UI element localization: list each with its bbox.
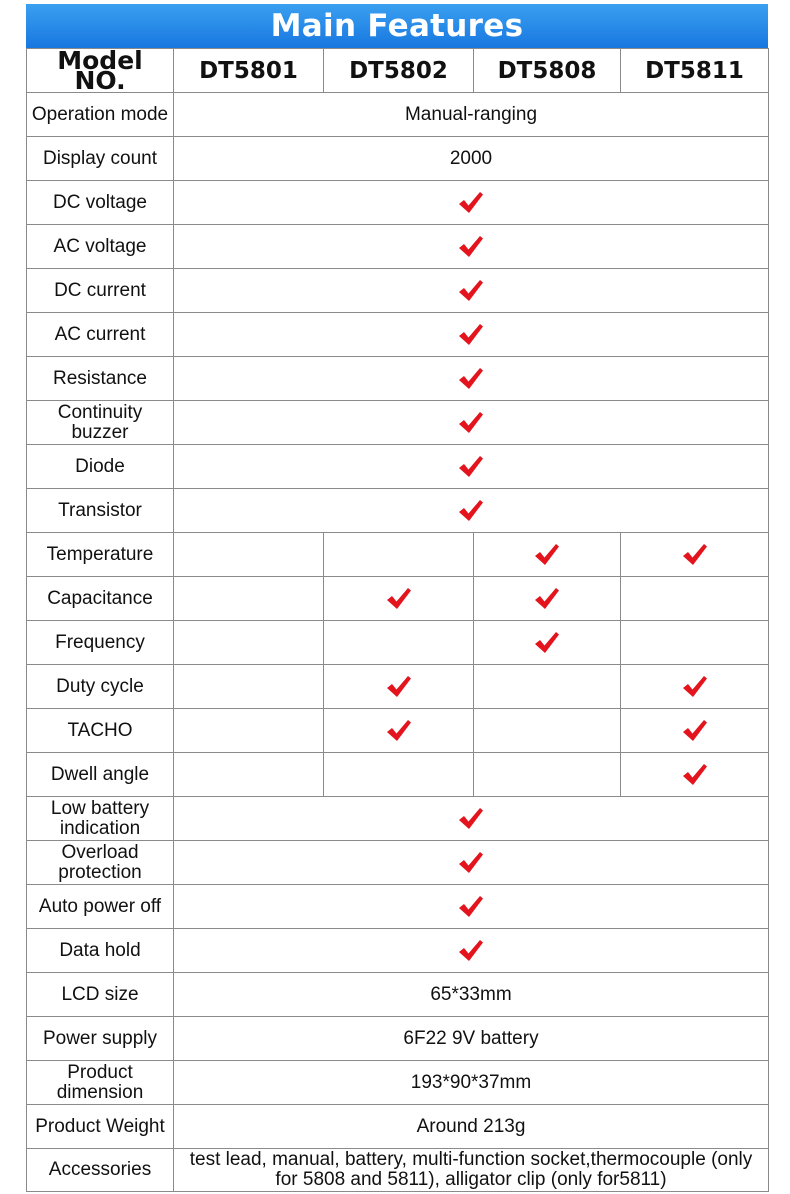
feature-row bbox=[27, 357, 769, 401]
feature-row bbox=[27, 1105, 769, 1149]
feature-model-cell bbox=[174, 533, 324, 577]
check-mark-icon bbox=[534, 543, 560, 567]
feature-row bbox=[27, 401, 769, 445]
feature-label: Frequency bbox=[27, 621, 174, 665]
features-table bbox=[26, 48, 769, 1192]
check-mark-icon bbox=[458, 411, 484, 435]
feature-label: AC current bbox=[27, 313, 174, 357]
feature-model-cell bbox=[474, 621, 621, 665]
feature-row bbox=[27, 621, 769, 665]
feature-value: Around 213g bbox=[174, 1105, 769, 1149]
feature-value: test lead, manual, battery, multi-function socket,thermocouple (only for 5808 and 5811), alligator clip (only for5811) bbox=[174, 1149, 769, 1192]
feature-row bbox=[27, 1061, 769, 1105]
check-mark-icon bbox=[534, 587, 560, 611]
feature-row bbox=[27, 665, 769, 709]
feature-row bbox=[27, 577, 769, 621]
model-header-dt5801: DT5801 bbox=[174, 49, 324, 93]
feature-label: Product dimension bbox=[27, 1061, 174, 1105]
feature-model-cell bbox=[174, 753, 324, 797]
feature-all-models-cell bbox=[174, 445, 769, 489]
feature-row bbox=[27, 489, 769, 533]
check-mark-icon bbox=[458, 895, 484, 919]
feature-all-models-cell bbox=[174, 401, 769, 445]
feature-model-cell bbox=[474, 577, 621, 621]
check-mark-icon bbox=[458, 367, 484, 391]
feature-row bbox=[27, 1149, 769, 1192]
check-mark-icon bbox=[458, 499, 484, 523]
feature-row bbox=[27, 841, 769, 885]
check-mark-icon bbox=[534, 631, 560, 655]
check-mark-icon bbox=[386, 587, 412, 611]
feature-label: Display count bbox=[27, 137, 174, 181]
feature-all-models-cell bbox=[174, 357, 769, 401]
features-table-body bbox=[27, 49, 769, 1192]
feature-model-cell bbox=[621, 577, 769, 621]
feature-label: Power supply bbox=[27, 1017, 174, 1061]
feature-value: 6F22 9V battery bbox=[174, 1017, 769, 1061]
feature-model-cell bbox=[621, 753, 769, 797]
feature-value: 65*33mm bbox=[174, 973, 769, 1017]
feature-label: Duty cycle bbox=[27, 665, 174, 709]
feature-row bbox=[27, 533, 769, 577]
feature-model-cell bbox=[324, 753, 474, 797]
feature-model-cell bbox=[621, 533, 769, 577]
feature-model-cell bbox=[174, 621, 324, 665]
feature-value: Manual-ranging bbox=[174, 93, 769, 137]
feature-label: Auto power off bbox=[27, 885, 174, 929]
feature-label: LCD size bbox=[27, 973, 174, 1017]
feature-all-models-cell bbox=[174, 181, 769, 225]
check-mark-icon bbox=[682, 763, 708, 787]
feature-model-cell bbox=[474, 533, 621, 577]
feature-all-models-cell bbox=[174, 797, 769, 841]
feature-row bbox=[27, 313, 769, 357]
feature-model-cell bbox=[324, 533, 474, 577]
model-header-dt5811: DT5811 bbox=[621, 49, 769, 93]
feature-row bbox=[27, 225, 769, 269]
feature-label: Diode bbox=[27, 445, 174, 489]
feature-model-cell bbox=[324, 665, 474, 709]
features-table-container bbox=[26, 4, 768, 1192]
feature-label: AC voltage bbox=[27, 225, 174, 269]
check-mark-icon bbox=[458, 851, 484, 875]
feature-value: 193*90*37mm bbox=[174, 1061, 769, 1105]
check-mark-icon bbox=[458, 939, 484, 963]
feature-label: Operation mode bbox=[27, 93, 174, 137]
feature-row bbox=[27, 929, 769, 973]
feature-model-cell bbox=[174, 665, 324, 709]
feature-row bbox=[27, 973, 769, 1017]
feature-label: Product Weight bbox=[27, 1105, 174, 1149]
model-header-dt5802: DT5802 bbox=[324, 49, 474, 93]
feature-row bbox=[27, 137, 769, 181]
feature-model-cell bbox=[324, 621, 474, 665]
feature-label: Overload protection bbox=[27, 841, 174, 885]
header-row bbox=[27, 49, 769, 93]
check-mark-icon bbox=[458, 807, 484, 831]
feature-model-cell bbox=[324, 709, 474, 753]
feature-row bbox=[27, 797, 769, 841]
feature-all-models-cell bbox=[174, 929, 769, 973]
feature-label: Resistance bbox=[27, 357, 174, 401]
feature-label: TACHO bbox=[27, 709, 174, 753]
feature-model-cell bbox=[621, 665, 769, 709]
check-mark-icon bbox=[458, 191, 484, 215]
feature-label: DC current bbox=[27, 269, 174, 313]
feature-label: Data hold bbox=[27, 929, 174, 973]
feature-all-models-cell bbox=[174, 489, 769, 533]
feature-model-cell bbox=[474, 665, 621, 709]
page-title: Main Features bbox=[26, 4, 768, 48]
model-label-cell: Model NO. bbox=[27, 49, 174, 93]
feature-row bbox=[27, 709, 769, 753]
feature-row bbox=[27, 753, 769, 797]
feature-model-cell bbox=[324, 577, 474, 621]
check-mark-icon bbox=[458, 323, 484, 347]
feature-row bbox=[27, 1017, 769, 1061]
feature-label: DC voltage bbox=[27, 181, 174, 225]
feature-all-models-cell bbox=[174, 313, 769, 357]
check-mark-icon bbox=[682, 543, 708, 567]
check-mark-icon bbox=[458, 235, 484, 259]
feature-label: Accessories bbox=[27, 1149, 174, 1192]
check-mark-icon bbox=[682, 675, 708, 699]
feature-value: 2000 bbox=[174, 137, 769, 181]
feature-model-cell bbox=[174, 577, 324, 621]
feature-model-cell bbox=[174, 709, 324, 753]
feature-all-models-cell bbox=[174, 885, 769, 929]
feature-row bbox=[27, 181, 769, 225]
check-mark-icon bbox=[458, 279, 484, 303]
feature-model-cell bbox=[621, 621, 769, 665]
feature-all-models-cell bbox=[174, 225, 769, 269]
feature-label: Continuity buzzer bbox=[27, 401, 174, 445]
feature-all-models-cell bbox=[174, 841, 769, 885]
feature-label: Low battery indication bbox=[27, 797, 174, 841]
feature-model-cell bbox=[474, 709, 621, 753]
feature-label: Dwell angle bbox=[27, 753, 174, 797]
check-mark-icon bbox=[386, 719, 412, 743]
feature-row bbox=[27, 93, 769, 137]
feature-row bbox=[27, 445, 769, 489]
feature-label: Temperature bbox=[27, 533, 174, 577]
feature-label: Capacitance bbox=[27, 577, 174, 621]
model-header-dt5808: DT5808 bbox=[474, 49, 621, 93]
feature-label: Transistor bbox=[27, 489, 174, 533]
check-mark-icon bbox=[682, 719, 708, 743]
feature-model-cell bbox=[621, 709, 769, 753]
feature-all-models-cell bbox=[174, 269, 769, 313]
check-mark-icon bbox=[386, 675, 412, 699]
feature-model-cell bbox=[474, 753, 621, 797]
feature-row bbox=[27, 885, 769, 929]
check-mark-icon bbox=[458, 455, 484, 479]
feature-row bbox=[27, 269, 769, 313]
